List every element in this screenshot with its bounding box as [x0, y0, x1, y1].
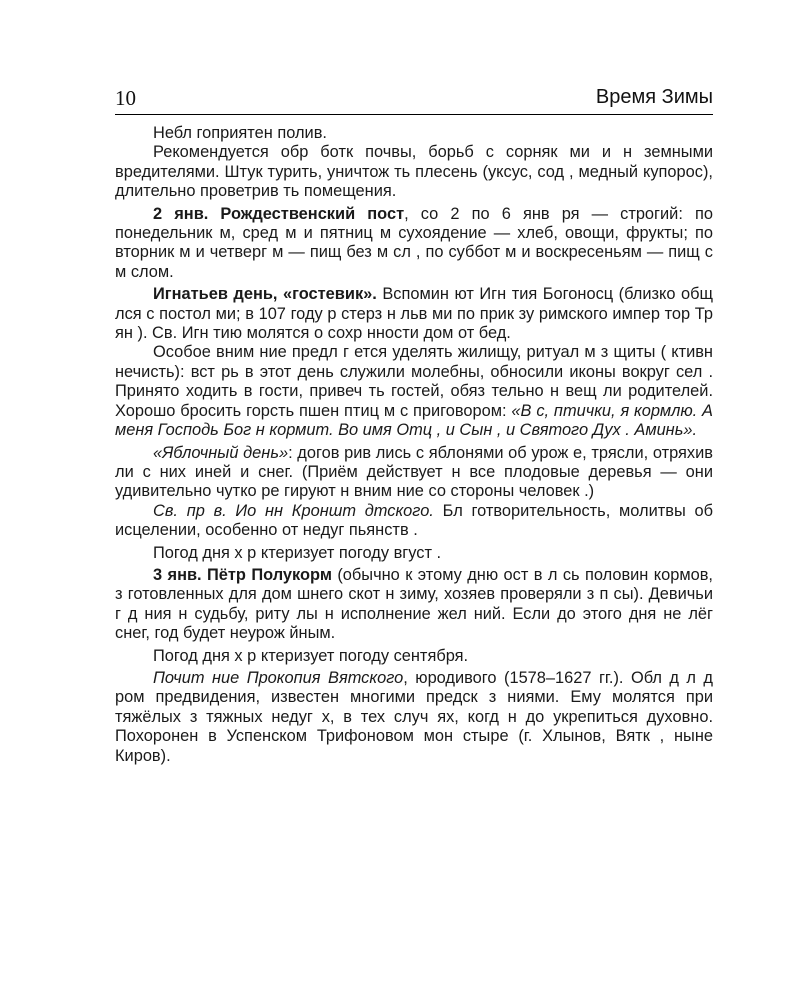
paragraph-11	[115, 669, 713, 766]
paragraph-text: : догов рив лись с яблонями об урож е, трясли, отряхив ли с них иней и снег. (Приём действует н все плодовые деревья — они удивительно чутко ре гируют н вним ние со стороны человек .)	[115, 443, 713, 501]
entry-heading: Св. пр в. Ио нн Кроншт дтского.	[153, 501, 434, 520]
paragraph-text: Погод дня х р ктеризует погоду вгуст .	[153, 543, 442, 562]
paragraph-5	[115, 343, 713, 440]
running-title: Время Зимы	[595, 86, 713, 108]
paragraph-text: Бл готворительность, молитвы об исцелении, особенно от недуг пьянств .	[115, 501, 713, 540]
paragraph-3	[115, 205, 713, 283]
entry-heading: «Яблочный день»	[153, 443, 289, 462]
entry-heading: 3 янв. Пётр Полукорм	[153, 565, 332, 584]
paragraph-1	[115, 124, 713, 143]
paragraph-10	[115, 647, 713, 666]
entry-heading: Игнатьев день, «гостевик».	[153, 285, 377, 304]
paragraph-4	[115, 285, 713, 343]
paragraph-9	[115, 566, 713, 644]
paragraph-text: Погод дня х р ктеризует погоду сентября.	[153, 646, 469, 665]
entry-heading: Почит ние Прокопия Вятского	[153, 668, 404, 687]
running-header	[115, 86, 713, 115]
paragraph-text: Вспомин ют Игн тия Богоносц (близко общ лся с постол ми; в 107 году р стерз н льв ми по прик зу римского импер тор Тр ян ). Св. Игн тию молятся о сохр нности дом от бед.	[115, 285, 713, 343]
paragraph-8	[115, 544, 713, 563]
page-number: 10	[115, 86, 136, 110]
body-text	[115, 124, 713, 769]
paragraph-text: (обычно к этому дню ост в л сь половин кормов, з готовленных для дом шнего скот н зиму, хозяев проверяли з п сы). Девичьи г д ния н судьбу, риту лы н исполнение жел ний. Если до этого дня не лёг снег, год будет неурож йным.	[115, 565, 713, 643]
paragraph-text: Особое вним ние предл г ется уделять жилищу, ритуал м з щиты ( ктивн нечисть): вст рь в этот день служили молебны, обносили иконы вокруг сел . Принято ходить в гости, привеч ть гостей, обяз тельно н вещ ли родителей. Хорошо бросить горсть пшен птиц м с приговором:	[115, 343, 713, 420]
entry-heading: 2 янв. Рождественский пост	[153, 204, 405, 223]
paragraph-text: , со 2 по 6 янв ря — строгий: по понедельник м, сред м и пятниц м сухоядение — хлеб, овощи, фрукты; по вторник м и четверг м — пищ без м сл , по суббот м и воскресеньям — пищ с м слом.	[115, 204, 713, 281]
paragraph-text: , юродивого (1578–1627 гг.). Обл д л д ром предвидения, известен многими предск з ниями. Ему молятся при тяжёлых з тяжных недуг х, в тех случ ях, когд н до укрепиться духовно. Похоронен в Успенском Трифоновом мон стыре (г. Хлынов, Вятк , ныне Киров).	[115, 668, 714, 765]
paragraph-7	[115, 502, 713, 541]
paragraph-2	[115, 143, 713, 201]
prayer-quote: «В с, птички, я кормлю. А меня Господь Бог н кормит. Во имя Отц , и Сын , и Святого Дух . Аминь».	[115, 401, 713, 440]
paragraph-text: Рекомендуется обр ботк почвы, борьб с сорняк ми и н земными вредителями. Штук турить, уничтож ть плесень (уксус, сод , медный купорос), длительно проветрив ть помещения.	[115, 143, 713, 201]
paragraph-text: Небл гоприятен полив.	[153, 124, 327, 142]
paragraph-6	[115, 444, 713, 502]
